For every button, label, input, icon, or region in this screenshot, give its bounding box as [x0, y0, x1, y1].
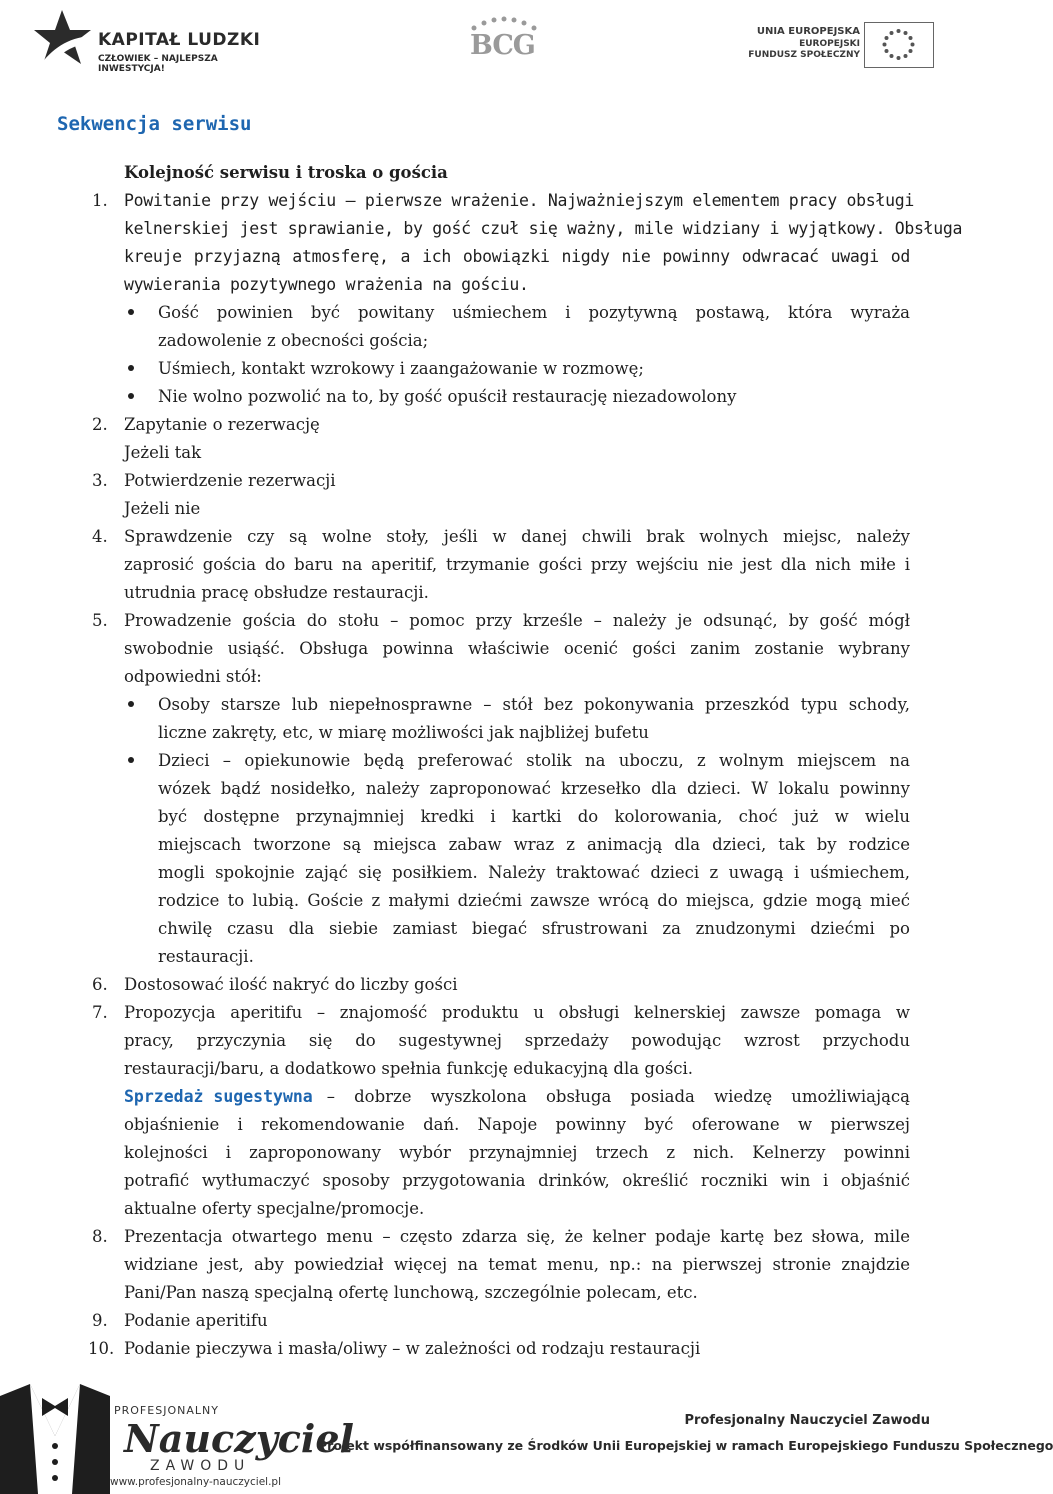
footer-logo-line1: PROFESJONALNY	[114, 1404, 219, 1417]
item4-line: utrudnia pracę obsłudze restauracji.	[124, 583, 429, 602]
item5-bullet-line: Dzieci – opiekunowie będą preferować stolik na uboczu, z wolnym miejscem na	[158, 751, 910, 770]
bullet-icon	[128, 757, 134, 763]
list-number: 2.	[92, 415, 108, 434]
footer-logo-line3: ZAWODU	[150, 1458, 251, 1474]
logo-left-subtitle: CZŁOWIEK – NAJLEPSZA INWESTYCJA!	[98, 54, 218, 74]
bullet-icon	[128, 701, 134, 707]
item1-line: Powitanie przy wejściu – pierwsze wrażenie. Najważniejszym elementem pracy obsługi	[124, 191, 914, 210]
list-number: 1.	[92, 191, 108, 210]
item8-line: Prezentacja otwartego menu – często zdarza się, że kelner podaje kartę bez słowa, mile	[124, 1227, 910, 1246]
list-number: 9.	[92, 1311, 108, 1330]
item7-paragraph-line: objaśnienie i rekomendowanie dań. Napoje powinny być oferowane w pierwszej	[124, 1115, 910, 1134]
item4-line: zaprosić gościa do baru na aperitif, trzymanie gości przy wejściu nie jest dla nich miłe i	[124, 555, 910, 574]
list-number: 4.	[92, 527, 108, 546]
item1-line: kreuje przyjazną atmosferę, a ich obowiązki nigdy nie powinny odwracać uwagi od	[124, 247, 910, 266]
item5-bullet-line: Osoby starsze lub niepełnosprawne – stół bez pokonywania przeszkód typu schody,	[158, 695, 910, 714]
subheading: Kolejność serwisu i troska o gościa	[124, 163, 448, 182]
suggestive-selling-line	[124, 1083, 910, 1111]
item5-bullet-line: chwilę czasu dla siebie zamiast biegać sfrustrowani za znudzonymi dziećmi po	[158, 919, 910, 938]
item1-bullet-line: Gość powinien być powitany uśmiechem i pozytywną postawą, która wyraża	[158, 303, 910, 322]
item5-bullet-line: być dostępne przynajmniej kredki i kartki do kolorowania, choć już w wielu	[158, 807, 910, 826]
logo-right-line3: FUNDUSZ SPOŁECZNY	[748, 50, 860, 60]
list-number: 3.	[92, 471, 108, 490]
item5-line: swobodnie usiąść. Obsługa powinna właściwie ocenić gości zanim zostanie wybrany	[124, 639, 910, 658]
item7-line: restauracji/baru, a dodatkowo spełnia funkcję edukacyjną dla gości.	[124, 1059, 694, 1078]
footer-logo-url: www.profesjonalny-nauczyciel.pl	[110, 1476, 281, 1488]
logo-center-text: BCG	[470, 30, 535, 61]
item3-line: Potwierdzenie rezerwacji	[124, 471, 336, 490]
item5-line: odpowiedni stół:	[124, 667, 262, 686]
list-number: 8.	[92, 1227, 108, 1246]
item7-paragraph-line: kolejności i zaproponowany wybór przynajmniej trzech z nich. Kelnerzy powinni	[124, 1143, 910, 1162]
eu-flag-icon	[864, 22, 934, 68]
suggestive-selling-term: Sprzedaż sugestywna	[124, 1087, 313, 1106]
item5-bullet-line: miejscach tworzone są miejsca zabaw wraz z animacją dla dzieci, tak by rodzice	[158, 835, 910, 854]
list-number: 10.	[88, 1339, 115, 1358]
footer-project-name: Profesjonalny Nauczyciel Zawodu	[684, 1413, 930, 1428]
item1-line: wywierania pozytywnego wrażenia na gościu.	[124, 275, 529, 294]
item1-line: kelnerskiej jest sprawianie, by gość czuł się ważny, mile widziany i wyjątkowy. Obsługa	[124, 219, 963, 238]
list-number: 6.	[92, 975, 108, 994]
item8-line: Pani/Pan naszą specjalną ofertę lunchową, szczególnie polecam, etc.	[124, 1283, 698, 1302]
item5-bullet-line: liczne zakręty, etc, w miarę możliwości jak najbliżej bufetu	[158, 723, 649, 742]
bullet-icon	[128, 309, 134, 315]
item2-line: Zapytanie o rezerwację	[124, 415, 320, 434]
item7-line: Propozycja aperitifu – znajomość produktu u obsługi kelnerskiej zawsze pomaga w	[124, 1003, 910, 1022]
item1-bullet-line: Nie wolno pozwolić na to, by gość opuścił restaurację niezadowolony	[158, 387, 737, 406]
item6-line: Dostosować ilość nakryć do liczby gości	[124, 975, 458, 994]
list-number: 5.	[92, 611, 108, 630]
bullet-icon	[128, 365, 134, 371]
page-footer	[0, 1376, 1053, 1494]
item5-line: Prowadzenie gościa do stołu – pomoc przy krześle – należy je odsunąć, by gość mógł	[124, 611, 910, 630]
bcg-logo	[454, 14, 554, 64]
item8-line: widziane jest, aby powiedział więcej na temat menu, np.: na pierwszej stronie znajdzie	[124, 1255, 910, 1274]
footer-project-note: Projekt współfinansowany ze Środków Unii Europejskiej w ramach Europejskiego Funduszu Społecznego	[318, 1438, 1053, 1453]
item7-paragraph-line: aktualne oferty specjalne/promocje.	[124, 1199, 425, 1218]
item10-line: Podanie pieczywa i masła/oliwy – w zależności od rodzaju restauracji	[124, 1339, 701, 1358]
page-title: Sekwencja serwisu	[57, 113, 252, 135]
item5-bullet-line: rodzice to lubią. Goście z małymi dziećmi zawsze wrócą do miejsca, gdzie mogą mieć	[158, 891, 910, 910]
item1-bullet-line: Uśmiech, kontakt wzrokowy i zaangażowanie w rozmowę;	[158, 359, 644, 378]
logo-left-title: KAPITAŁ LUDZKI	[98, 30, 261, 50]
item2-line: Jeżeli tak	[124, 443, 202, 462]
logo-right-line2: EUROPEJSKI	[799, 39, 860, 49]
kapital-ludzki-star-icon	[34, 8, 94, 72]
logo-right-line1: UNIA EUROPEJSKA	[756, 26, 860, 37]
item5-bullet-line: mogli spokojnie zająć się posiłkiem. Należy traktować dzieci z uwagą i uśmiechem,	[158, 863, 910, 882]
item9-line: Podanie aperitifu	[124, 1311, 268, 1330]
footer-logo-line2: Nauczyciel	[124, 1416, 354, 1461]
suggestive-selling-text: – dobrze wyszkolona obsługa posiada wiedzę umożliwiającą	[326, 1087, 910, 1106]
item5-bullet-line: restauracji.	[158, 947, 254, 966]
tuxedo-icon	[0, 1376, 110, 1494]
bullet-icon	[128, 393, 134, 399]
item5-bullet-line: wózek bądź nosidełko, należy zaproponować krzesełko dla dzieci. W lokalu powinny	[158, 779, 910, 798]
kapital-ludzki-logo	[34, 8, 264, 72]
item4-line: Sprawdzenie czy są wolne stoły, jeśli w danej chwili brak wolnych miejsc, należy	[124, 527, 910, 546]
page-header	[0, 0, 960, 80]
eu-logo	[748, 22, 940, 70]
list-number: 7.	[92, 1003, 108, 1022]
item7-paragraph-line: potrafić wytłumaczyć sposoby przygotowania drinków, określić roczniki win i objaśnić	[124, 1171, 910, 1190]
item1-bullet-line: zadowolenie z obecności gościa;	[158, 331, 429, 350]
item3-line: Jeżeli nie	[124, 499, 201, 518]
item7-line: pracy, przyczynia się do sugestywnej sprzedaży powodując wzrost przychodu	[124, 1031, 910, 1050]
